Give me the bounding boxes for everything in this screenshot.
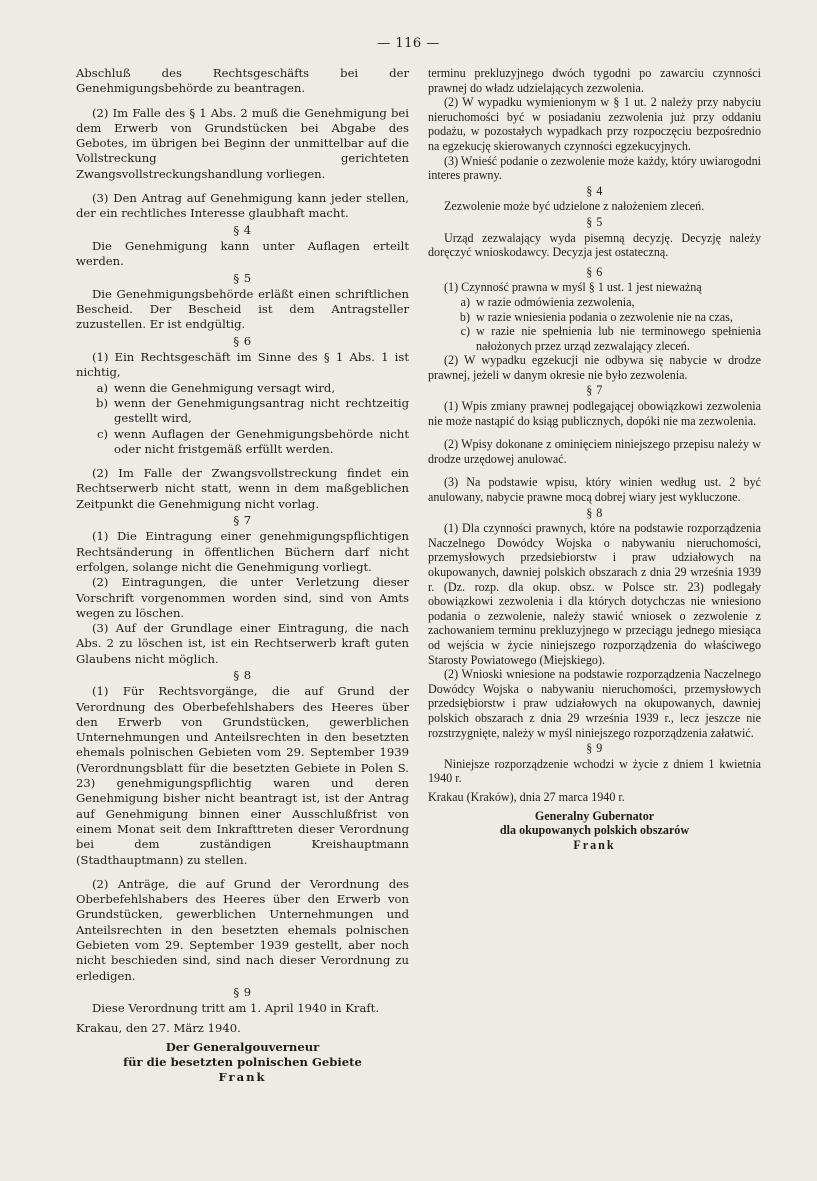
signature-subtitle: für die besetzten polnischen Gebiete (123, 1055, 362, 1070)
paragraph-4: Zezwolenie może być udzielone z nałożeniem zleceń. (444, 199, 705, 214)
paragraph-7-1: (1) Wpis zmiany prawnej podlegającej obowiązkowi zezwolenia nie może nastąpić do ksiąg publicznych, dopóki nie ma zezwolenia. (428, 399, 761, 428)
paragraph-7-1: (1) Die Eintragung einer genehmigungspflichtigen Rechtsänderung in öffentlichen Büchern darf nicht erfolgen, solange nicht die Genehmigung vorliegt. (76, 529, 409, 574)
section-heading-5: § 5 (233, 270, 252, 285)
paragraph-3-3: (3) Wnieść podanie o zezwolenie może każdy, który uwiarogodni interes prawny. (428, 153, 762, 183)
paragraph-9: Diese Verordnung tritt am 1. April 1940 in Kraft. (92, 1001, 380, 1016)
list-item (76, 427, 409, 458)
list-item (76, 396, 409, 427)
list-item-label: c) (96, 426, 108, 441)
paragraph-5: Die Genehmigungsbehörde erläßt einen schriftlichen Bescheid. Der Bescheid ist dem Antragsteller zuzustellen. Er ist endgültig. (76, 286, 409, 332)
paragraph-continuation: Abschluß des Rechtsgeschäfts bei der Genehmigungsbehörde zu beantragen. (76, 66, 409, 96)
list-item-text: wenn Auflagen der Genehmigungsbehörde nicht oder nicht fristgemäß erfüllt werden. (114, 426, 409, 456)
paragraph-7-3: (3) Auf der Grundlage einer Eintragung, die nach Abs. 2 zu löschen ist, ist ein Rechtserwerb kraft guten Glaubens nicht möglich. (76, 621, 409, 666)
paragraph-5: Urząd zezwalający wyda pisemną decyzję. Decyzję należy doręczyć wnioskodawcy. Decyzja jest ostateczną. (428, 230, 761, 260)
signature-title: Der Generalgouverneur (165, 1039, 320, 1054)
place-date: Krakau, den 27. März 1940. (76, 1020, 241, 1035)
paragraph-continuation: terminu prekluzyjnego dwóch tygodni po zawarciu czynności prawnej do władz udzielających zezwolenia. (428, 66, 761, 95)
signature-subtitle: dla okupowanych polskich obszarów (499, 823, 690, 838)
paragraph-3-2: (2) W wypadku wymienionym w § 1 ut. 2 należy przy nabyciu nieruchomości być w posiadaniu zezwolenia już przy oddaniu podażu, w pozostałych wypadkach przy rozpoczęciu bezpośrednio na egzekucję skierowanych czynności egzekucyjnych. (428, 95, 761, 153)
list-item-label: c) (460, 324, 470, 339)
paragraph-7-2: (2) Wpisy dokonane z ominięciem niniejszego przepisu należy w drodze urzędowej anulować. (428, 437, 761, 466)
section-heading-9: § 9 (586, 741, 603, 756)
german-column (76, 66, 409, 1086)
paragraph-8-1: (1) Für Rechtsvorgänge, die auf Grund der Verordnung des Oberbefehlshabers des Heeres über den Erwerb von Grundstücken, gewerblichen Unternehmungen und Anteilsrechten in den besetzten ehemals polnischen Gebieten vom 29. September 1939 (Verordnungsblatt für die besetzten Gebiete in Polen S. 23) genehmigungspflichtig waren und deren Genehmigung bisher nicht beantragt ist, ist der Antrag auf Genehmigung binnen einer Ausschlußfrist von einem Monat seit dem Inkrafttreten dieser Verordnung bei dem zuständigen Kreishauptmann (Stadthauptmann) zu stellen. (76, 684, 409, 867)
section-heading-8: § 8 (586, 505, 603, 520)
page-number: — 116 — (377, 36, 440, 51)
section-heading-6: § 6 (586, 264, 603, 279)
list-item-text: wenn der Genehmigungsantrag nicht rechtzeitig gestellt wird, (114, 395, 409, 426)
section-heading-9: § 9 (233, 984, 252, 999)
section-heading-4: § 4 (233, 222, 252, 237)
list-item (76, 381, 409, 396)
list-item-label: b) (459, 309, 470, 324)
paragraph-9: Niniejsze rozporządzenie wchodzi w życie z dniem 1 kwietnia 1940 r. (428, 756, 761, 786)
signature-name: Frank (218, 1070, 267, 1085)
paragraph-3-3: (3) Den Antrag auf Genehmigung kann jeder stellen, der ein rechtliches Interesse glaubhaft macht. (76, 191, 409, 221)
paragraph-8-1: (1) Dla czynności prawnych, które na podstawie rozporządzenia Naczelnego Dowódcy Wojska o nabywaniu nieruchomości, przemysłowych przedsiebiorstw i praw udziałowych na okupowanych, dawniej polskich obszarach z dnia 29 września 1939 r. (Dz. rozp. dla okup. obsz. w Polsce str. 23) podlegały obowiązkowi zezwolenia i dla których dotychczas nie wniesiono podania o zezwolenie, należy stawić wniosek o zezwolenie z zachowaniem terminu prekluzyjnego w przeciągu jednego miesiąca od wejścia w życie niniejszego rozporządzenia do właściwego Starosty Powiatowego (Miejskiego). (428, 521, 761, 667)
list-item-label: a) (96, 380, 108, 395)
list-item-text: wenn die Genehmigung versagt wird, (114, 380, 336, 395)
paragraph-8-2: (2) Anträge, die auf Grund der Verordnung des Oberbefehlshabers des Heeres über den Erwerb von Grundstücken, gewerblichen Unternehmungen und Anteilsrechten in den besetzten ehemals polnischen Gebieten vom 29. September 1939 gestellt, aber noch nicht beschieden sind, sind nach dieser Verordnung zu erledigen. (76, 876, 409, 983)
paragraph-6-2: (2) Im Falle der Zwangsvollstreckung findet ein Rechtserwerb nicht statt, wenn in dem maßgeblichen Zeitpunkt die Genehmigung nicht vorlag. (76, 466, 409, 511)
paragraph-6-1: (1) Czynność prawna w myśl § 1 ust. 1 jest nieważną (444, 280, 702, 295)
section-heading-5: § 5 (586, 214, 603, 229)
paragraph-6-2: (2) W wypadku egzekucji nie odbywa się nabycie w drodze prawnej, jeżeli w danym okresie nie było zezwolenia. (428, 353, 761, 382)
paragraph-8-2: (2) Wnioski wniesione na podstawie rozporządzenia Naczelnego Dowódcy Wojska o nabywaniu nieruchomości, przemysłowych przedsiębiorstw i praw udziałowych na okupowanych, dawniej polskich obszarach z dnia 29 września 1939 r., lecz jeszcze nie rozstrzygnięte, należy w myśl niniejszego rozporządzenia załatwić. (428, 667, 761, 740)
paragraph-6-1: (1) Ein Rechtsgeschäft im Sinne des § 1 Abs. 1 ist nichtig, (76, 350, 409, 380)
section-heading-6: § 6 (233, 333, 252, 348)
paragraph-7-2: (2) Eintragungen, die unter Verletzung dieser Vorschrift vorgenommen worden sind, sind von Amts wegen zu löschen. (76, 575, 409, 620)
list-item (428, 324, 761, 353)
list-item-label: a) (460, 294, 470, 309)
list-item-label: b) (96, 395, 108, 410)
section-heading-8: § 8 (233, 667, 252, 682)
place-date: Krakau (Kraków), dnia 27 marca 1940 r. (428, 789, 625, 804)
list-item-text: w razie odmówienia zezwolenia, (476, 294, 635, 309)
paragraph-7-3: (3) Na podstawie wpisu, który winien według ust. 2 być anulowany, nabycie prawne mocą dobrej wiary jest wykluczone. (428, 475, 761, 505)
list-item (428, 295, 761, 310)
list-item-text: w razie wniesienia podania o zezwolenie nie na czas, (476, 309, 733, 324)
section-heading-7: § 7 (233, 513, 252, 528)
paragraph-3-2: (2) Im Falle des § 1 Abs. 2 muß die Genehmigung bei dem Erwerb von Grundstücken bei Abgabe des Gebotes, im übrigen bei Beginn der unmittelbar auf die Vollstreckung gerichteten Zwangsvollstreckungshandlung vorliegen. (76, 105, 409, 181)
list-item-text: w razie nie spełnienia lub nie terminowego spełnienia nałożonych przez urząd zezwalający zleceń. (476, 324, 761, 353)
signature-name: Frank (573, 837, 616, 852)
section-heading-4: § 4 (586, 183, 603, 198)
section-heading-7: § 7 (586, 383, 603, 398)
paragraph-4: Die Genehmigung kann unter Auflagen erteilt werden. (76, 238, 409, 269)
list-item (428, 310, 761, 325)
polish-column (428, 66, 761, 852)
signature-title: Generalny Gubernator (534, 808, 655, 823)
